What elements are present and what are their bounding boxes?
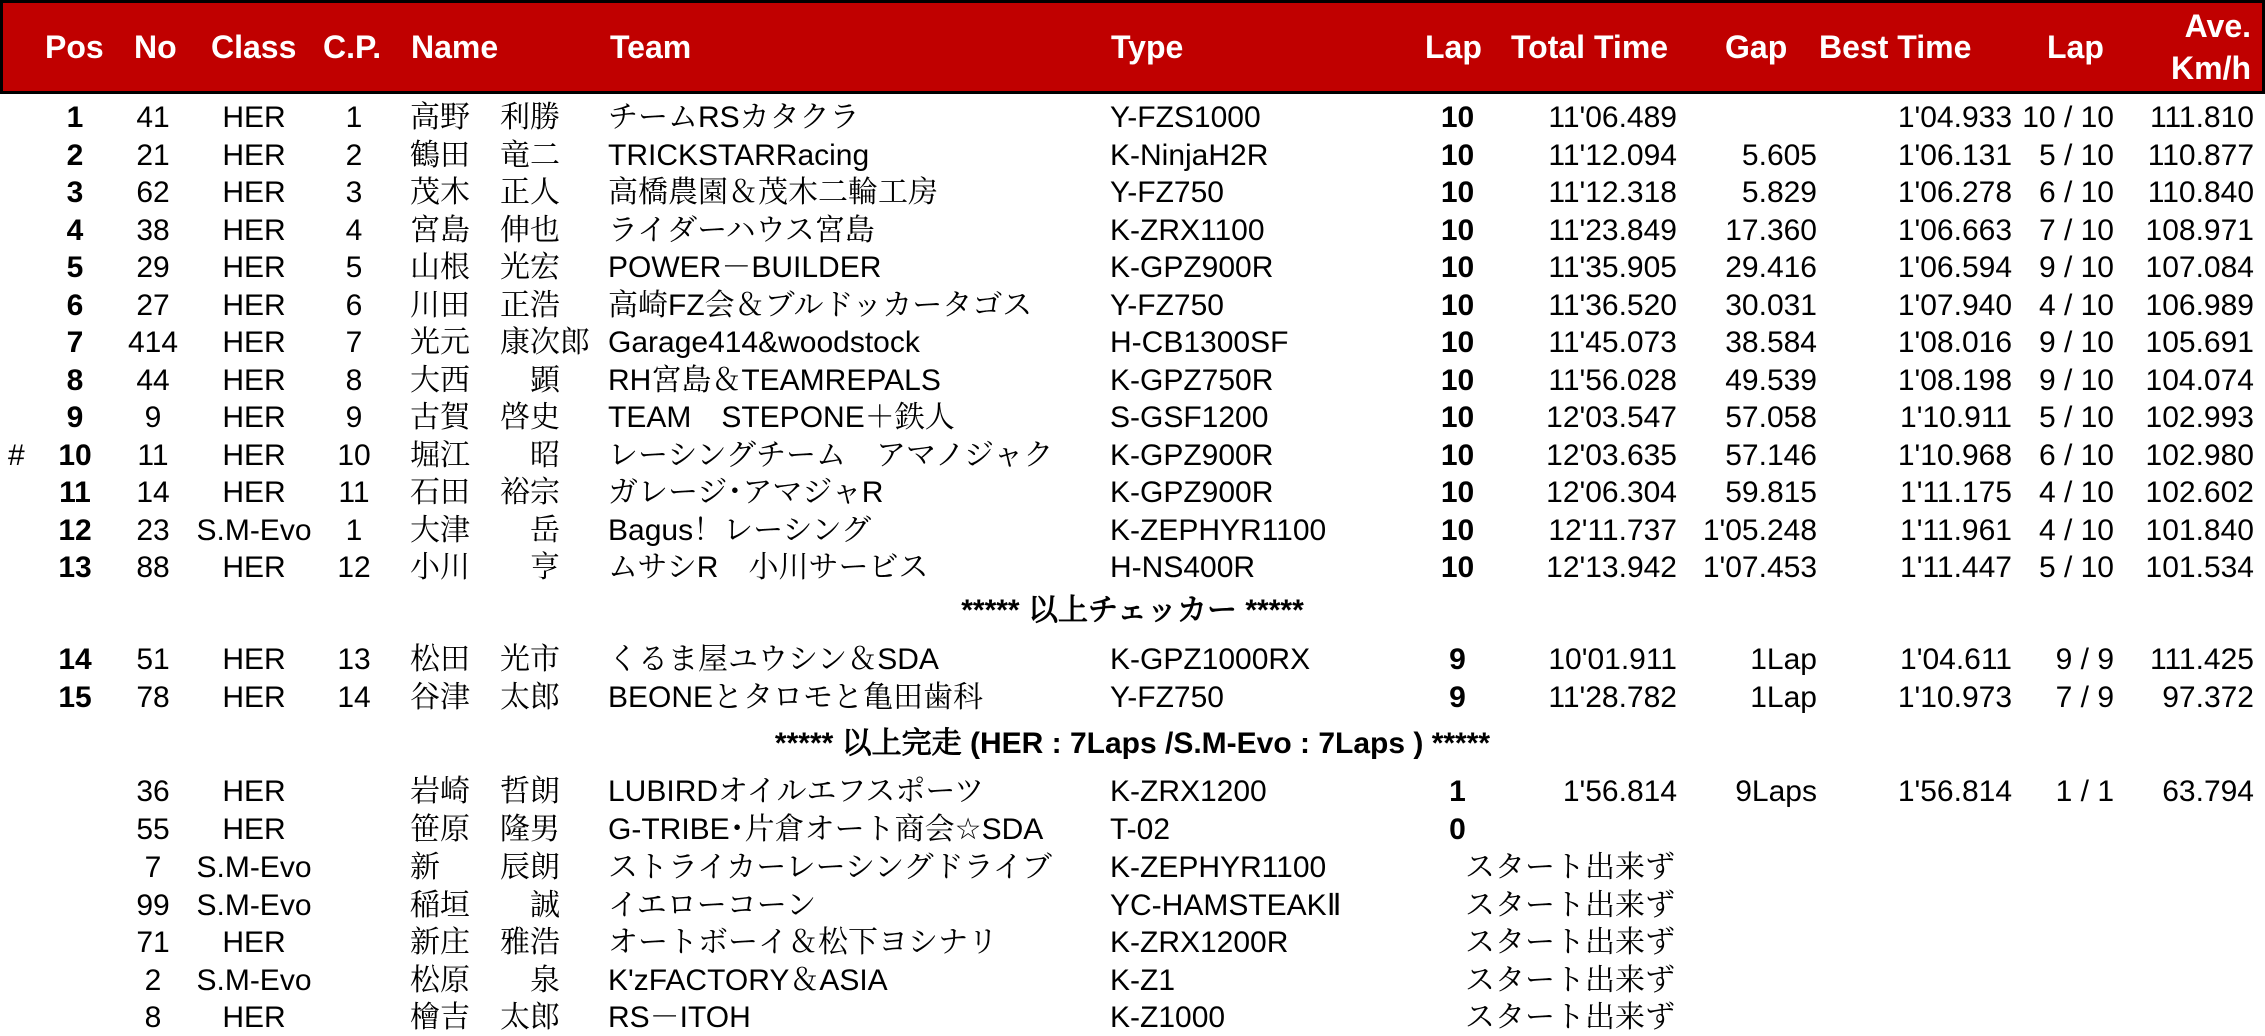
header-bar — [0, 0, 2265, 94]
gap-cell: 49.539 — [1725, 363, 1817, 397]
cp-cell: 7 — [345, 326, 363, 359]
pos-cell: 5 — [66, 251, 84, 284]
no-cell: 14 — [136, 476, 170, 509]
pos-cell: 8 — [66, 363, 84, 397]
ave-cell: 102.993 — [2145, 401, 2254, 434]
team-cell: RS－ITOH — [608, 1001, 751, 1034]
type-cell: K-GPZ750R — [1110, 363, 1274, 397]
no-cell: 7 — [144, 851, 162, 884]
cp-cell: 1 — [345, 101, 363, 134]
header-ave-line2: Km/h — [2171, 50, 2251, 86]
table-row — [0, 849, 2265, 886]
lap-cell: 9 — [1449, 680, 1466, 714]
table-row — [0, 99, 2265, 136]
no-cell: 9 — [144, 401, 162, 434]
lap-cell: 10 — [1440, 551, 1475, 584]
team-cell: ライダーハウス宮島 — [608, 213, 875, 247]
no-cell: 55 — [136, 812, 170, 846]
type-cell: K-ZRX1200R — [1110, 926, 1289, 959]
total-time-cell: 11'45.073 — [1548, 326, 1677, 359]
team-cell: TEAM STEPONE＋鉄人 — [608, 401, 955, 434]
table-row — [0, 924, 2265, 961]
lap-cell: 10 — [1440, 438, 1475, 472]
total-time-cell: 12'11.737 — [1548, 513, 1677, 547]
type-cell: S-GSF1200 — [1110, 401, 1269, 434]
best-lap-cell: 9 / 9 — [2055, 643, 2114, 676]
name-cell: 松田 光市 — [410, 643, 560, 676]
class-cell: S.M-Evo — [196, 513, 312, 547]
cp-cell: 8 — [345, 363, 363, 397]
best-lap-cell: 4 / 10 — [2038, 288, 2114, 322]
class-cell: HER — [222, 176, 286, 209]
cp-cell: 3 — [345, 176, 363, 209]
lap-cell: 10 — [1440, 101, 1475, 134]
team-cell: 高橋農園＆茂木二輪工房 — [608, 176, 938, 209]
best-time-cell: 1'11.447 — [1900, 551, 2012, 584]
best-lap-cell: 5 / 10 — [2038, 551, 2114, 584]
table-row — [0, 137, 2265, 174]
table-row — [0, 811, 2265, 848]
best-time-cell: 1'06.663 — [1897, 213, 2012, 247]
class-cell: S.M-Evo — [196, 851, 312, 884]
best-time-cell: 1'11.961 — [1900, 513, 2012, 547]
no-cell: 2 — [144, 963, 162, 997]
table-row — [0, 641, 2265, 678]
ave-cell: 101.534 — [2145, 551, 2254, 584]
team-cell: レーシングチーム アマノジャク — [608, 438, 1054, 472]
no-cell: 99 — [136, 888, 170, 922]
cp-cell: 4 — [345, 213, 363, 247]
type-cell: K-ZRX1100 — [1110, 213, 1265, 247]
type-cell: YC-HAMSTEAKⅡ — [1110, 888, 1342, 922]
mark-cell: # — [8, 438, 25, 472]
total-time-cell: 11'56.028 — [1548, 363, 1677, 397]
name-cell: 古賀 啓史 — [410, 401, 560, 434]
gap-cell: 38.584 — [1725, 326, 1817, 359]
name-cell: 大津 岳 — [410, 513, 560, 547]
best-lap-cell: 5 / 10 — [2038, 138, 2114, 172]
class-cell: HER — [222, 401, 286, 434]
best-lap-cell: 4 / 10 — [2038, 476, 2114, 509]
cp-cell: 10 — [337, 438, 371, 472]
lap-cell: 0 — [1449, 812, 1466, 846]
lap-cell: 10 — [1440, 213, 1475, 247]
best-lap-cell: 9 / 10 — [2038, 363, 2114, 397]
class-cell: HER — [222, 326, 286, 359]
total-time-cell: 12'06.304 — [1546, 476, 1677, 509]
cp-cell: 1 — [345, 513, 363, 547]
best-lap-cell: 6 / 10 — [2038, 176, 2114, 209]
type-cell: Y-FZ750 — [1110, 288, 1224, 322]
lap-cell: 10 — [1440, 288, 1475, 322]
class-cell: HER — [222, 101, 286, 134]
best-lap-cell: 6 / 10 — [2038, 438, 2114, 472]
status-cell: スタート出来ず — [1465, 963, 1675, 997]
ave-cell: 97.372 — [2162, 680, 2254, 714]
table-row — [0, 773, 2265, 810]
best-lap-cell: 1 / 1 — [2055, 775, 2114, 808]
ave-cell: 102.602 — [2145, 476, 2254, 509]
name-cell: 鶴田 竜二 — [410, 138, 560, 172]
ave-cell: 111.425 — [2150, 643, 2254, 676]
total-time-cell: 1'56.814 — [1562, 775, 1677, 808]
best-time-cell: 1'07.940 — [1897, 288, 2012, 322]
ave-cell: 102.980 — [2145, 438, 2254, 472]
best-time-cell: 1'06.278 — [1897, 176, 2012, 209]
ave-cell: 63.794 — [2162, 775, 2254, 808]
lap-cell: 10 — [1440, 326, 1475, 359]
name-cell: 谷津 太郎 — [410, 680, 560, 714]
cp-cell: 11 — [338, 476, 370, 509]
gap-cell: 1'07.453 — [1702, 551, 1817, 584]
pos-cell: 15 — [58, 680, 92, 714]
ave-cell: 110.840 — [2147, 176, 2254, 209]
best-time-cell: 1'06.594 — [1897, 251, 2012, 284]
class-cell: S.M-Evo — [196, 888, 312, 922]
cp-cell: 14 — [337, 680, 371, 714]
class-cell: HER — [222, 363, 286, 397]
table-row — [0, 549, 2265, 586]
no-cell: 414 — [127, 326, 179, 359]
type-cell: K-NinjaH2R — [1110, 138, 1269, 172]
class-cell: HER — [222, 288, 286, 322]
total-time-cell: 11'35.905 — [1548, 251, 1677, 284]
header-lap: Lap — [1425, 29, 1482, 65]
total-time-cell: 12'03.635 — [1546, 438, 1677, 472]
best-lap-cell: 9 / 10 — [2038, 251, 2114, 284]
no-cell: 88 — [136, 551, 170, 584]
table-row — [0, 474, 2265, 511]
table-row — [0, 287, 2265, 324]
type-cell: Y-FZS1000 — [1110, 101, 1261, 134]
best-time-cell: 1'10.973 — [1897, 680, 2012, 714]
total-time-cell: 11'28.782 — [1548, 680, 1677, 714]
total-time-cell: 11'23.849 — [1548, 213, 1677, 247]
team-cell: オートボーイ＆松下ヨシナリ — [608, 926, 998, 959]
best-time-cell: 1'08.198 — [1897, 363, 2012, 397]
name-cell: 小川 亨 — [410, 551, 560, 584]
team-cell: イエローコーン — [608, 888, 817, 922]
lap-cell: 10 — [1440, 176, 1475, 209]
pos-cell: 6 — [66, 288, 84, 322]
type-cell: Y-FZ750 — [1110, 176, 1224, 209]
gap-cell: 1Lap — [1750, 680, 1817, 714]
gap-cell: 5.829 — [1741, 176, 1817, 209]
name-cell: 堀江 昭 — [410, 438, 560, 472]
header-total-time: Total Time — [1511, 29, 1669, 65]
table-row — [0, 887, 2265, 924]
name-cell: 笹原 隆男 — [410, 812, 560, 846]
pos-cell: 3 — [66, 176, 84, 209]
pos-cell: 13 — [58, 551, 92, 584]
cp-cell: 9 — [345, 401, 363, 434]
best-lap-cell: 9 / 10 — [2038, 326, 2114, 359]
gap-cell: 5.605 — [1741, 138, 1817, 172]
table-row — [0, 437, 2265, 474]
best-time-cell: 1'06.131 — [1897, 138, 2012, 172]
best-time-cell: 1'10.911 — [1900, 401, 2012, 434]
type-cell: T-02 — [1110, 812, 1171, 846]
table-row — [0, 679, 2265, 716]
ave-cell: 108.971 — [2145, 213, 2254, 247]
name-cell: 川田 正浩 — [410, 288, 560, 322]
gap-cell: 9Laps — [1735, 775, 1817, 808]
ave-cell: 111.810 — [2150, 101, 2254, 134]
name-cell: 檜吉 太郎 — [410, 1001, 560, 1034]
type-cell: K-Z1000 — [1110, 1001, 1226, 1034]
lap-cell: 10 — [1440, 513, 1475, 547]
team-cell: BEONEとタロモと亀田歯科 — [608, 680, 984, 714]
pos-cell: 10 — [58, 438, 92, 472]
header-gap: Gap — [1725, 29, 1788, 65]
type-cell: K-GPZ1000RX — [1110, 643, 1311, 676]
team-cell: TRICKSTARRacing — [608, 138, 870, 172]
table-row — [0, 324, 2265, 361]
class-cell: HER — [222, 643, 286, 676]
ave-cell: 101.840 — [2145, 513, 2254, 547]
header-ave-line1: Ave. — [2184, 8, 2251, 44]
class-cell: S.M-Evo — [196, 963, 312, 997]
cp-cell: 12 — [337, 551, 371, 584]
lap-cell: 10 — [1440, 251, 1475, 284]
pos-cell: 4 — [66, 213, 84, 247]
type-cell: H-CB1300SF — [1110, 326, 1289, 359]
lap-cell: 1 — [1449, 775, 1466, 808]
no-cell: 41 — [136, 101, 170, 134]
header-best-lap: Lap — [2047, 29, 2104, 65]
ave-cell: 105.691 — [2145, 326, 2254, 359]
name-cell: 宮島 伸也 — [410, 213, 560, 247]
no-cell: 8 — [144, 1001, 162, 1034]
pos-cell: 7 — [66, 326, 84, 359]
gap-cell: 59.815 — [1725, 476, 1817, 509]
name-cell: 茂木 正人 — [410, 176, 560, 209]
total-time-cell: 11'12.094 — [1548, 138, 1677, 172]
status-cell: スタート出来ず — [1465, 888, 1675, 922]
total-time-cell: 12'03.547 — [1546, 401, 1677, 434]
no-cell: 36 — [136, 775, 170, 808]
class-cell: HER — [222, 138, 286, 172]
name-cell: 石田 裕宗 — [410, 476, 560, 509]
pos-cell: 1 — [66, 101, 84, 134]
gap-cell: 17.360 — [1725, 213, 1817, 247]
team-cell: ストライカーレーシングドライブ — [608, 851, 1052, 884]
name-cell: 山根 光宏 — [410, 251, 560, 284]
no-cell: 27 — [136, 288, 170, 322]
total-time-cell: 11'06.489 — [1548, 101, 1677, 134]
team-cell: ムサシR 小川サービス — [608, 551, 929, 584]
pos-cell: 12 — [58, 513, 92, 547]
table-row — [0, 212, 2265, 249]
status-cell: スタート出来ず — [1465, 851, 1675, 884]
table-row — [0, 174, 2265, 211]
pos-cell: 11 — [59, 476, 91, 509]
no-cell: 78 — [136, 680, 170, 714]
type-cell: K-ZEPHYR1100 — [1110, 851, 1327, 884]
table-row — [0, 362, 2265, 399]
team-cell: Bagus！レーシング — [608, 513, 872, 547]
header-name: Name — [411, 29, 499, 65]
team-cell: チームRSカタクラ — [608, 101, 860, 134]
best-lap-cell: 7 / 10 — [2038, 213, 2114, 247]
team-cell: 高崎FZ会＆ブルドッカータゴス — [608, 288, 1033, 322]
type-cell: K-Z1 — [1110, 963, 1176, 997]
gap-cell: 30.031 — [1725, 288, 1817, 322]
table-row — [0, 249, 2265, 286]
team-cell: RH宮島＆TEAMREPALS — [608, 363, 941, 397]
table-row — [0, 999, 2265, 1036]
pos-cell: 9 — [66, 401, 84, 434]
total-time-cell: 11'36.520 — [1548, 288, 1677, 322]
header-best-time: Best Time — [1819, 29, 1972, 65]
class-cell: HER — [222, 1001, 286, 1034]
checker-separator: ***** 以上チェッカー ***** — [961, 594, 1304, 627]
best-time-cell: 1'11.175 — [1900, 476, 2012, 509]
type-cell: H-NS400R — [1110, 551, 1256, 584]
no-cell: 23 — [136, 513, 170, 547]
gap-cell: 1'05.248 — [1702, 513, 1817, 547]
team-cell: LUBIRDオイルエフスポーツ — [608, 775, 985, 808]
name-cell: 岩崎 哲朗 — [410, 775, 560, 808]
class-cell: HER — [222, 812, 286, 846]
class-cell: HER — [222, 680, 286, 714]
best-lap-cell: 10 / 10 — [2022, 101, 2114, 134]
no-cell: 29 — [136, 251, 170, 284]
name-cell: 大西 顕 — [410, 363, 560, 397]
no-cell: 44 — [136, 363, 170, 397]
lap-cell: 10 — [1440, 401, 1475, 434]
team-cell: K'zFACTORY＆ASIA — [608, 963, 888, 997]
no-cell: 62 — [136, 176, 170, 209]
team-cell: G-TRIBE･片倉オート商会☆SDA — [608, 812, 1044, 846]
type-cell: K-GPZ900R — [1110, 251, 1274, 284]
type-cell: K-ZRX1200 — [1110, 775, 1267, 808]
best-lap-cell: 4 / 10 — [2038, 513, 2114, 547]
header-type: Type — [1111, 29, 1184, 65]
type-cell: Y-FZ750 — [1110, 680, 1224, 714]
cp-cell: 2 — [345, 138, 363, 172]
type-cell: K-GPZ900R — [1110, 438, 1274, 472]
gap-cell: 1Lap — [1750, 643, 1817, 676]
table-row — [0, 962, 2265, 999]
table-row — [0, 512, 2265, 549]
type-cell: K-ZEPHYR1100 — [1110, 513, 1327, 547]
best-time-cell: 1'04.933 — [1897, 101, 2012, 134]
lap-cell: 9 — [1449, 643, 1466, 676]
class-cell: HER — [222, 251, 286, 284]
cp-cell: 6 — [345, 288, 363, 322]
gap-cell: 57.058 — [1725, 401, 1817, 434]
cp-cell: 13 — [337, 643, 371, 676]
ave-cell: 104.074 — [2145, 363, 2254, 397]
total-time-cell: 11'12.318 — [1548, 176, 1677, 209]
no-cell: 51 — [136, 643, 170, 676]
table-row — [0, 399, 2265, 436]
pos-cell: 2 — [66, 138, 84, 172]
class-cell: HER — [222, 551, 286, 584]
ave-cell: 106.989 — [2145, 288, 2254, 322]
best-time-cell: 1'10.968 — [1897, 438, 2012, 472]
name-cell: 稲垣 誠 — [410, 888, 560, 922]
pos-cell: 14 — [58, 643, 92, 676]
class-cell: HER — [222, 926, 286, 959]
lap-cell: 10 — [1440, 138, 1475, 172]
team-cell: くるま屋ユウシン＆SDA — [608, 643, 939, 676]
class-cell: HER — [222, 775, 286, 808]
lap-cell: 10 — [1440, 363, 1475, 397]
no-cell: 11 — [137, 438, 169, 472]
gap-cell: 29.416 — [1725, 251, 1817, 284]
best-time-cell: 1'04.611 — [1900, 643, 2012, 676]
status-cell: スタート出来ず — [1465, 926, 1675, 959]
status-cell: スタート出来ず — [1465, 1001, 1675, 1034]
best-time-cell: 1'08.016 — [1897, 326, 2012, 359]
name-cell: 光元 康次郎 — [410, 326, 590, 359]
no-cell: 38 — [136, 213, 170, 247]
type-cell: K-GPZ900R — [1110, 476, 1274, 509]
gap-cell: 57.146 — [1725, 438, 1817, 472]
name-cell: 新庄 雅浩 — [410, 926, 560, 959]
total-time-cell: 12'13.942 — [1546, 551, 1677, 584]
class-cell: HER — [222, 476, 286, 509]
team-cell: ガレージ･アマジャR — [608, 476, 884, 509]
ave-cell: 107.084 — [2145, 251, 2254, 284]
best-time-cell: 1'56.814 — [1897, 775, 2012, 808]
name-cell: 高野 利勝 — [410, 101, 560, 134]
team-cell: POWER－BUILDER — [608, 251, 882, 284]
name-cell: 松原 泉 — [410, 963, 560, 997]
no-cell: 21 — [136, 138, 170, 172]
ave-cell: 110.877 — [2147, 138, 2254, 172]
cp-cell: 5 — [345, 251, 363, 284]
team-cell: Garage414&woodstock — [608, 326, 920, 359]
finish-separator: ***** 以上完走 (HER : 7Laps /S.M-Evo : 7Laps ) ***** — [774, 727, 1491, 760]
no-cell: 71 — [136, 926, 170, 959]
best-lap-cell: 5 / 10 — [2038, 401, 2114, 434]
header-pos: Pos — [45, 29, 104, 65]
total-time-cell: 10'01.911 — [1548, 643, 1677, 676]
header-no: No — [134, 29, 177, 65]
lap-cell: 10 — [1440, 476, 1475, 509]
best-lap-cell: 7 / 9 — [2055, 680, 2114, 714]
class-cell: HER — [222, 438, 286, 472]
header-team: Team — [610, 29, 692, 65]
header-cp: C.P. — [323, 29, 382, 65]
class-cell: HER — [222, 213, 286, 247]
header-class: Class — [211, 29, 297, 65]
name-cell: 新 辰朗 — [410, 851, 560, 884]
